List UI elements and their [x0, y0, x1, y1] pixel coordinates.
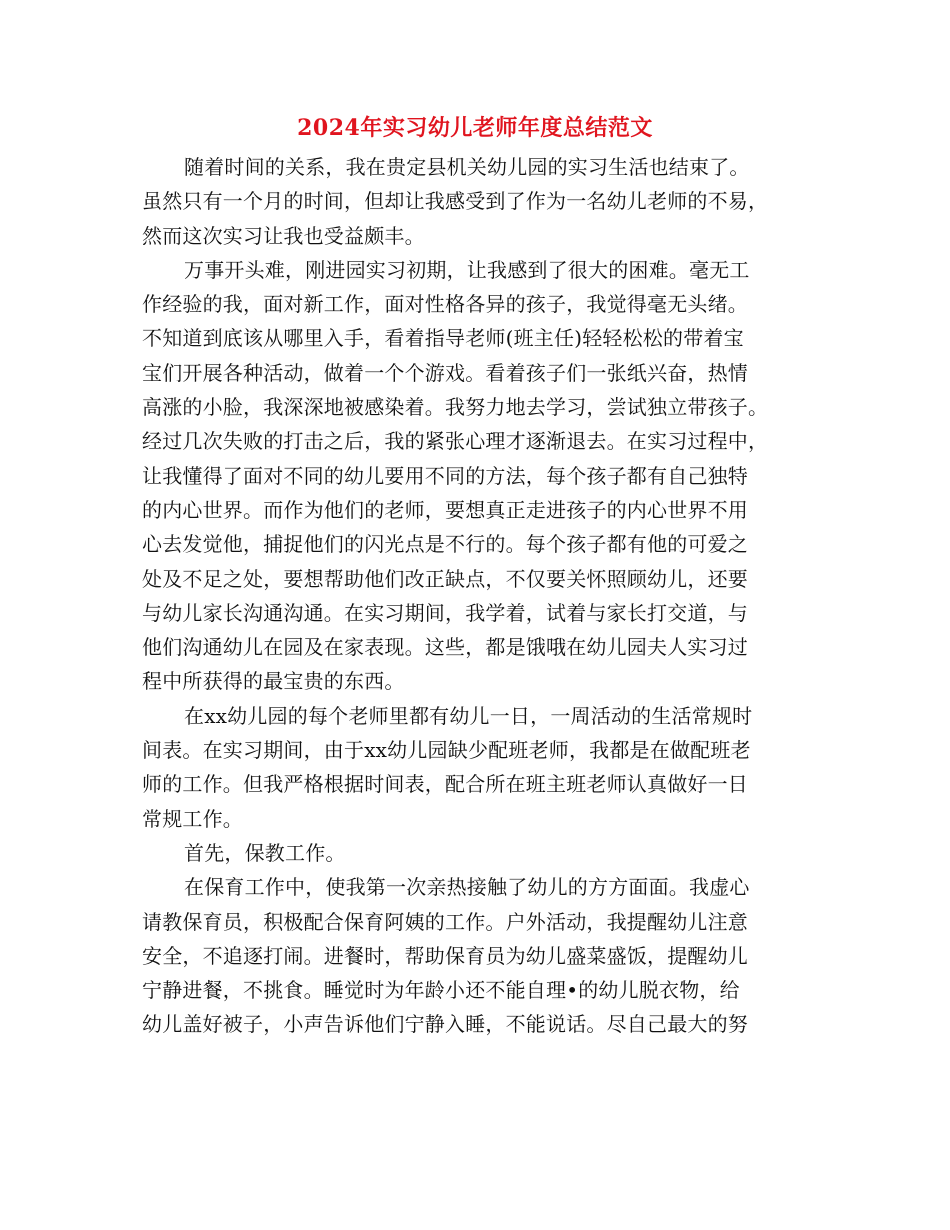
document-title: 2024年实习幼儿老师年度总结范文 [297, 115, 653, 141]
text-line: 随着时间的关系，我在贵定县机关幼儿园的实习生活也结束了。 [184, 155, 750, 179]
paragraph-2 [142, 253, 802, 699]
text-line: 心去发觉他，捕捉他们的闪光点是不行的。每个孩子都有他的可爱之 [142, 532, 748, 557]
text-line: 作经验的我，面对新工作，面对性格各异的孩子，我觉得毫无头绪。 [142, 292, 748, 317]
text-line: 在保育工作中，使我第一次亲热接触了幼儿的方方面面。我虚心 [184, 875, 750, 900]
paragraph-1 [142, 150, 802, 253]
text-line: 的内心世界。而作为他们的老师，要想真正走进孩子的内心世界不用 [142, 497, 748, 522]
text-line: 高涨的小脸，我深深地被感染着。我努力地去学习，尝试独立带孩子。 [142, 395, 769, 420]
paragraph-5 [142, 870, 802, 1041]
text-line: 安全，不追逐打闹。进餐时，帮助保育员为幼儿盛菜盛饭，提醒幼儿 [142, 943, 748, 968]
text-line: 与幼儿家长沟通沟通。在实习期间，我学着，试着与家长打交道，与 [142, 600, 748, 625]
text-line: 间表。在实习期间，由于xx幼儿园缺少配班老师，我都是在做配班老 [142, 738, 751, 763]
text-line: 万事开头难，刚进园实习初期，让我感到了很大的困难。毫无工 [184, 257, 750, 282]
text-line: 请教保育员，积极配合保育阿姨的工作。户外活动，我提醒幼儿注意 [142, 909, 748, 934]
text-line: 经过几次失败的打击之后，我的紧张心理才逐渐退去。在实习过程中， [142, 429, 769, 454]
text-line: 他们沟通幼儿在园及在家表现。这些，都是饿哦在幼儿园夫人实习过 [142, 635, 748, 660]
paragraph-4 [142, 836, 802, 870]
text-line: 然而这次实习让我也受益颇丰。 [142, 223, 425, 248]
paragraph-3 [142, 699, 802, 836]
text-line: 在xx幼儿园的每个老师里都有幼儿一日，一周活动的生活常规时 [184, 703, 753, 728]
text-line: 宝们开展各种活动，做着一个个游戏。看着孩子们一张纸兴奋，热情 [142, 360, 748, 385]
text-line: 让我懂得了面对不同的幼儿要用不同的方法，每个孩子都有自己独特 [142, 463, 748, 488]
text-line: 程中所获得的最宝贵的东西。 [142, 669, 405, 694]
text-line: 首先，保教工作。 [184, 840, 346, 865]
text-line: 不知道到底该从哪里入手，看着指导老师(班主任)轻轻松松的带着宝 [142, 326, 744, 351]
text-line: 幼儿盖好被子，小声告诉他们宁静入睡，不能说话。尽自己最大的努 [142, 1012, 748, 1037]
text-line: 宁静进餐，不挑食。睡觉时为年龄小还不能自理•的幼儿脱衣物，给 [142, 978, 740, 1003]
text-line: 常规工作。 [142, 806, 243, 831]
document-body [142, 150, 802, 1042]
text-line: 师的工作。但我严格根据时间表，配合所在班主班老师认真做好一日 [142, 772, 748, 797]
text-line: 虽然只有一个月的时间，但却让我感受到了作为一名幼儿老师的不易， [142, 189, 769, 214]
text-line: 处及不足之处，要想帮助他们改正缺点，不仅要关怀照顾幼儿，还要 [142, 566, 748, 591]
